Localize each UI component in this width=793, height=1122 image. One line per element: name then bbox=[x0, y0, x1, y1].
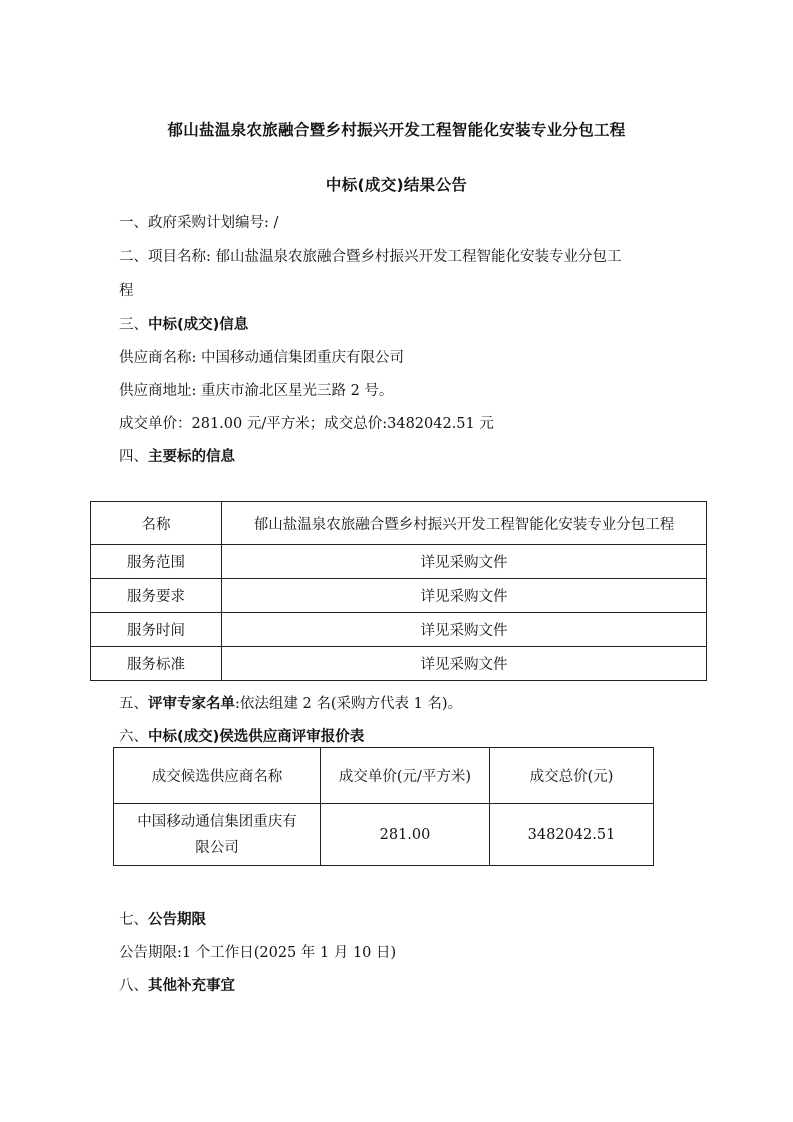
section-4 bbox=[119, 445, 235, 466]
unit-price-cell: 281.00 bbox=[321, 804, 490, 866]
table-row bbox=[91, 647, 707, 681]
info-value: 详见采购文件 bbox=[222, 579, 707, 613]
page-title-line2: 中标(成交)结果公告 bbox=[325, 176, 468, 194]
notice-period: 公告期限:1 个工作日(2025 年 1 月 10 日) bbox=[119, 945, 397, 961]
table-row bbox=[91, 613, 707, 647]
section-5-label: 评审专家名单 bbox=[148, 696, 235, 712]
table-header-row bbox=[114, 748, 654, 804]
section-2-value: 郁山盐温泉农旅融合暨乡村振兴开发工程智能化安装专业分包工 bbox=[215, 249, 622, 265]
table-row bbox=[91, 502, 707, 545]
section-5 bbox=[119, 692, 462, 713]
info-value: 郁山盐温泉农旅融合暨乡村振兴开发工程智能化安装专业分包工程 bbox=[222, 502, 707, 545]
info-value: 详见采购文件 bbox=[222, 647, 707, 681]
supplier-cell bbox=[114, 804, 321, 866]
section-3 bbox=[119, 313, 248, 334]
supplier-address: 供应商地址: 重庆市渝北区星光三路 2 号。 bbox=[119, 383, 394, 399]
info-label: 服务要求 bbox=[91, 579, 222, 613]
table-row bbox=[114, 804, 654, 866]
section-5-num: 五、 bbox=[119, 696, 148, 712]
section-1-num: 一、 bbox=[119, 215, 148, 231]
section-1 bbox=[119, 211, 278, 232]
info-label: 名称 bbox=[91, 502, 222, 545]
section-8 bbox=[119, 974, 235, 995]
section-6-num: 六、 bbox=[119, 729, 148, 745]
section-7-num: 七、 bbox=[119, 912, 148, 928]
quote-table bbox=[113, 747, 654, 866]
section-7 bbox=[119, 908, 206, 929]
page-title-line1: 郁山盐温泉农旅融合暨乡村振兴开发工程智能化安装专业分包工程 bbox=[167, 121, 626, 139]
section-2-num: 二、 bbox=[119, 249, 148, 265]
table-row bbox=[91, 545, 707, 579]
section-8-text: 其他补充事宜 bbox=[148, 978, 235, 994]
info-value: 详见采购文件 bbox=[222, 545, 707, 579]
info-label: 服务标准 bbox=[91, 647, 222, 681]
section-4-text: 主要标的信息 bbox=[148, 449, 235, 465]
section-6-text: 中标(成交)侯选供应商评审报价表 bbox=[148, 729, 365, 745]
section-3-num: 三、 bbox=[119, 317, 148, 333]
supplier-name: 供应商名称: 中国移动通信集团重庆有限公司 bbox=[119, 350, 404, 366]
section-2-label: 项目名称: bbox=[148, 249, 211, 265]
section-5-text: :依法组建 2 名(采购方代表 1 名)。 bbox=[235, 696, 463, 712]
section-2-continued: 程 bbox=[119, 283, 134, 299]
info-label: 服务时间 bbox=[91, 613, 222, 647]
supplier-cell-line1: 中国移动通信集团重庆有 bbox=[137, 813, 297, 830]
section-4-num: 四、 bbox=[119, 449, 148, 465]
section-3-text: 中标(成交)信息 bbox=[148, 317, 249, 333]
section-6 bbox=[119, 725, 364, 746]
supplier-cell-line2: 限公司 bbox=[195, 839, 239, 856]
info-value: 详见采购文件 bbox=[222, 613, 707, 647]
section-7-text: 公告期限 bbox=[148, 912, 206, 928]
info-label: 服务范围 bbox=[91, 545, 222, 579]
header-unit-price: 成交单价(元/平方米) bbox=[321, 748, 490, 804]
info-table bbox=[90, 501, 707, 681]
header-total-price: 成交总价(元) bbox=[490, 748, 654, 804]
price-line: 成交单价：281.00 元/平方米；成交总价:3482042.51 元 bbox=[119, 416, 494, 432]
section-1-text: 政府采购计划编号: / bbox=[148, 215, 279, 231]
table-row bbox=[91, 579, 707, 613]
section-2 bbox=[119, 245, 622, 266]
section-8-num: 八、 bbox=[119, 978, 148, 994]
header-supplier: 成交候选供应商名称 bbox=[114, 748, 321, 804]
total-price-cell: 3482042.51 bbox=[490, 804, 654, 866]
